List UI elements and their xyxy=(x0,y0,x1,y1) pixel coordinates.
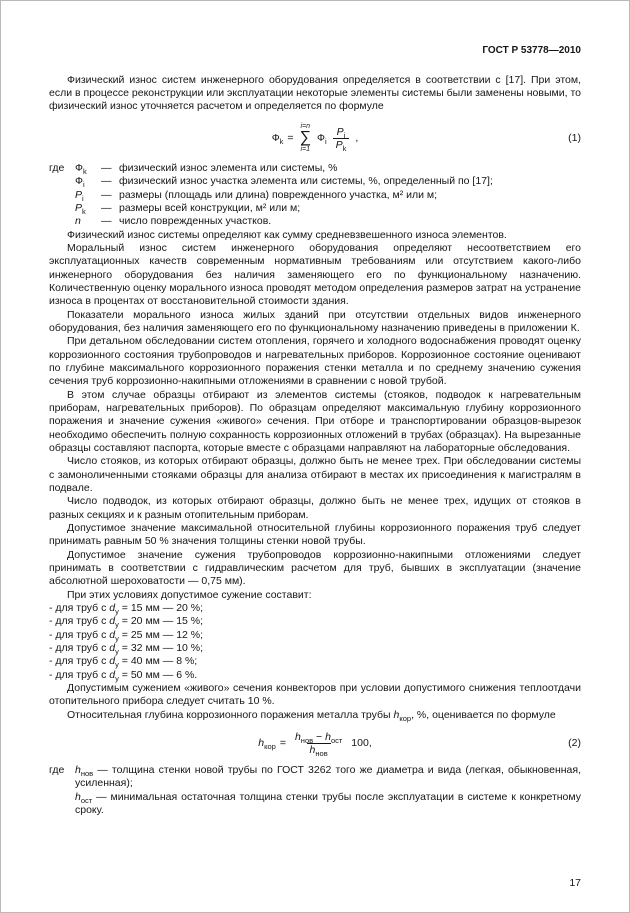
where-row: где $h_{нов}$ — толщина стенки новой трубы по ГОСТ 3262 того же диаметра и вида (легкая, обыкновенная, усиленная); xyxy=(49,763,581,790)
paragraph: При детальном обследовании систем отопления, горячего и холодного водоснабжения проводят оценку коррозионного состояния трубопроводов и нагревательных приборов. Коррозионное состояние оценивают по глубине максимального коррозионного поражения стенки металла и по среднему значению сужения сечения труб коррозионно-накипными отложениями в сравнении с новой трубой. xyxy=(49,335,581,388)
paragraph: Моральный износ систем инженерного оборудования определяют несоответствием его эксплуатационных качеств современным нормативным требованиям или отсутствием какого-либо инженерного оборудования без наличия заменяющего его по функциональному назначению. Количественную оценку морального износа проводят методом определения размеров затрат на устранение износа в процентах от восстановительной стоимости здания. xyxy=(49,242,581,308)
list-item: - для труб с $d_у = 40$ мм — 8 %; xyxy=(49,655,198,670)
paragraph: Физический износ системы определяют как сумму средневзвешенного износа элементов. xyxy=(67,228,507,241)
list-item: - для труб с $d_у = 20$ мм — 15 %; xyxy=(49,615,204,630)
fraction-numerator: $h_{нов} - h_{ост}$ xyxy=(294,730,343,745)
list-item: - для труб с $d_у = 32$ мм — 10 %; xyxy=(49,641,204,656)
where-row: где $Ф_k$ — физический износ элемента или системы, % xyxy=(49,162,338,177)
list-item: - для труб с $d_у = 15$ мм — 20 %; xyxy=(49,601,204,616)
paragraph: При этих условиях допустимое сужение составит: xyxy=(67,588,312,601)
formula-2 xyxy=(49,731,581,756)
formula-2-fraction xyxy=(292,731,345,756)
formula-1-trail: , xyxy=(355,131,359,144)
page-number: 17 xyxy=(569,876,581,889)
where-row: $P_k$ — размеры всей конструкции, м² или м; xyxy=(75,202,301,217)
sum-operator xyxy=(300,123,311,154)
fraction-numerator: $P_i$ xyxy=(336,125,346,140)
where-list-2 xyxy=(49,764,581,817)
where-row: n — число поврежденных участков. xyxy=(75,215,272,228)
page-content xyxy=(49,74,581,818)
formula-1-term: $Ф_i$ xyxy=(316,131,327,146)
equals-sign: = xyxy=(279,736,286,749)
sum-lower-limit: i=1 xyxy=(300,146,311,154)
equals-sign: = xyxy=(287,131,294,144)
fraction-denominator: $P_k$ xyxy=(333,138,350,151)
fraction-denominator: $h_{нов}$ xyxy=(307,743,331,756)
paragraph: Допустимое значение сужения трубопроводов коррозионно-накипными отложениями следует принимать в соответствии с гидравлическим расчетом для труб, бывших в эксплуатации (значение абсолютной шероховатости — 0,75 мм). xyxy=(49,548,581,588)
formula-1-lhs: $Ф_k$ xyxy=(271,131,284,146)
paragraph: Допустимое значение максимальной относительной глубины коррозионного поражения труб следует принимать равным 50 % значения толщины стенки новой трубы. xyxy=(49,521,581,548)
paragraph-formula-2-intro: Относительная глубина коррозионного поражения металла трубы $h_{кор}$, %, оценивается по формуле xyxy=(67,708,556,723)
where-row: $P_i$ — размеры (площадь или длина) поврежденного участка, м² или м; xyxy=(75,188,438,203)
sum-upper-limit: i=n xyxy=(300,122,311,130)
paragraph: В этом случае образцы отбирают из элементов системы (стояков, подводок к нагревательным приборам, нагревательных приборов). По образцам определяют максимальную глубину коррозионного поражения и значение сужения «живого» сечения. При отборе и транспортировании образцов-вырезок необходимо обеспечить полную сохранность коррозионных отложений в трубах (образцах). На вырезанные образцы составляют паспорта, которые вместе с образцами направляют на лабораторные обследования. xyxy=(49,388,581,454)
paragraph: Допустимым сужением «живого» сечения конвекторов при условии допустимого снижения теплоотдачи отопительного прибора следует считать 10 %. xyxy=(49,681,581,708)
list-item: - для труб с $d_у = 50$ мм — 6 %. xyxy=(49,668,198,683)
paragraph: Число подводок, из которых отбирают образцы, должно быть не менее трех, идущих от стояков в разных секциях и к разным отопительным приборам. xyxy=(49,495,581,521)
formula-1 xyxy=(49,123,581,154)
where-row: $h_{ост}$ — минимальная остаточная толщина стенки трубы после эксплуатации в системе к конкретному сроку. xyxy=(75,790,581,816)
formula-2-factor: 100, xyxy=(351,736,372,749)
formula-2-lhs: $h_{кор}$ xyxy=(258,736,276,751)
formula-1-fraction xyxy=(333,126,350,151)
formula-1-body xyxy=(85,123,545,154)
sigma-symbol: ∑ xyxy=(299,129,311,147)
list-item: - для труб с $d_у = 25$ мм — 12 %; xyxy=(49,628,204,643)
pipe-allowance-list xyxy=(49,602,581,682)
formula-2-body xyxy=(85,731,545,756)
where-list-1 xyxy=(49,162,581,229)
doc-code: ГОСТ Р 53778—2010 xyxy=(482,45,581,56)
paragraph-intro: Физический износ систем инженерного оборудования определяется в соответствии с [17]. При этом, если в процессе реконструкции или эксплуатации некоторые элементы системы были заменены новыми, то физический износ уточняется расчетом и определяется по формуле xyxy=(49,73,581,113)
paragraph: Число стояков, из которых отбирают образцы, должно быть не менее трех. При обследовании системы с замоноличенными стояками образцы для анализа отбирают в местах их присоединения к магистралям в подвале. xyxy=(49,455,581,494)
formula-2-number: (2) xyxy=(568,736,581,749)
where-row: $Ф_i$ — физический износ участка элемента или системы, %, определенный по [17]; xyxy=(75,175,493,190)
paragraph: Показатели морального износа жилых зданий при отсутствии отдельных видов инженерного оборудования, без наличия заменяющего его по функциональному назначению приведены в приложении К. xyxy=(49,308,581,334)
formula-1-number: (1) xyxy=(568,131,581,144)
